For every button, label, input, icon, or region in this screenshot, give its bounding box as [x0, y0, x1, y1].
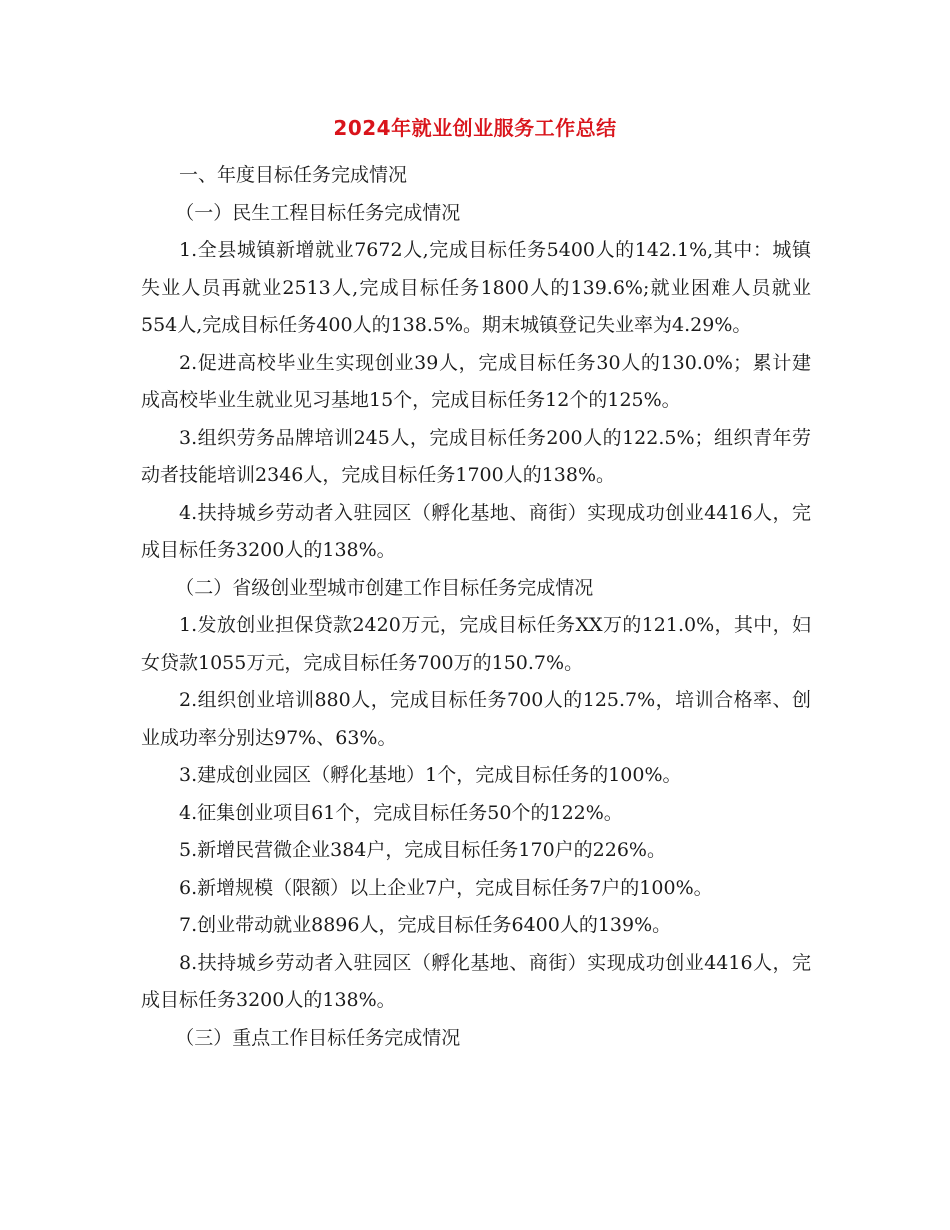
document-title: 2024年就业创业服务工作总结 — [333, 116, 617, 140]
paragraph: 2.促进高校毕业生实现创业39人，完成目标任务30人的130.0%；累计建成高校毕业生就业见习基地15个，完成目标任务12个的125%。 — [141, 351, 811, 411]
subsection-heading-3: （三）重点工作目标任务完成情况 — [175, 1026, 461, 1049]
paragraph: 1.全县城镇新增就业7672人,完成目标任务5400人的142.1%,其中：城镇失业人员再就业2513人,完成目标任务1800人的139.6%;就业困难人员就业554人,完成目标任务400人的138.5%。期末城镇登记失业率为4.29%。 — [141, 239, 811, 336]
paragraph: 3.建成创业园区（孵化基地）1个，完成目标任务的100%。 — [179, 764, 682, 786]
section-heading-1: 一、年度目标任务完成情况 — [179, 164, 408, 186]
paragraph: 4.扶持城乡劳动者入驻园区（孵化基地、商街）实现成功创业4416人，完成目标任务3200人的138%。 — [141, 501, 811, 561]
subsection-heading-1: （一）民生工程目标任务完成情况 — [175, 201, 461, 224]
paragraph: 7.创业带动就业8896人，完成目标任务6400人的139%。 — [179, 914, 672, 936]
paragraph: 2.组织创业培训880人，完成目标任务700人的125.7%，培训合格率、创业成功率分别达97%、63%。 — [141, 689, 811, 749]
paragraph: 5.新增民营微企业384户，完成目标任务170户的226%。 — [179, 839, 666, 861]
paragraph: 1.发放创业担保贷款2420万元，完成目标任务XX万的121.0%，其中，妇女贷款1055万元，完成目标任务700万的150.7%。 — [141, 614, 811, 674]
subsection-heading-2: （二）省级创业型城市创建工作目标任务完成情况 — [175, 576, 594, 599]
paragraph: 6.新增规模（限额）以上企业7户，完成目标任务7户的100%。 — [179, 876, 713, 899]
paragraph: 3.组织劳务品牌培训245人，完成目标任务200人的122.5%；组织青年劳动者技能培训2346人，完成目标任务1700人的138%。 — [141, 426, 811, 486]
document-body — [141, 157, 811, 1057]
paragraph: 4.征集创业项目61个，完成目标任务50个的122%。 — [179, 801, 623, 824]
paragraph: 8.扶持城乡劳动者入驻园区（孵化基地、商街）实现成功创业4416人，完成目标任务3200人的138%。 — [141, 951, 811, 1011]
